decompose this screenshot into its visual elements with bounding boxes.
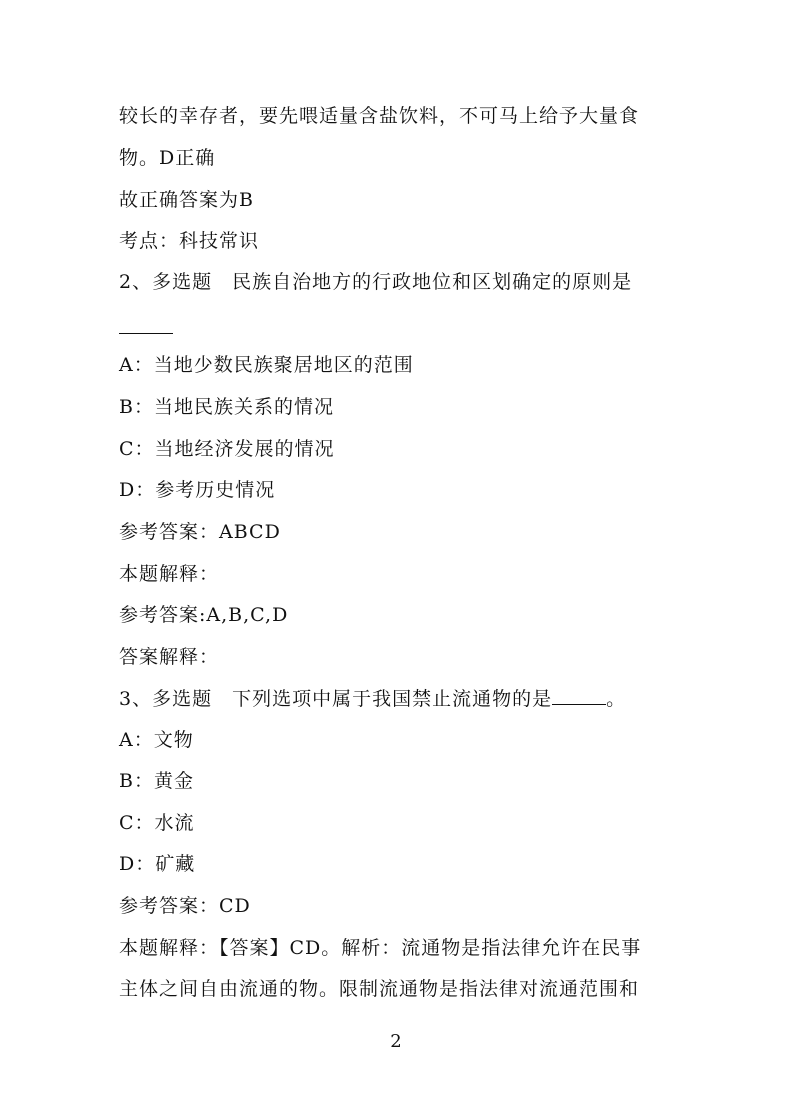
- answer-blank: [552, 686, 606, 705]
- option-a: A：当地少数民族聚居地区的范围: [119, 354, 414, 376]
- reference-answer: 参考答案：ABCD: [119, 521, 281, 543]
- explanation-text: 主体之间自由流通的物。限制流通物是指法律对流通范围和: [119, 978, 640, 1000]
- page-number: 2: [390, 1031, 402, 1052]
- reference-answer: 参考答案:A,B,C,D: [119, 604, 289, 626]
- text-line: 考点：科技常识: [119, 230, 260, 252]
- explanation-text: 本题解释：【答案】CD。解析：流通物是指法律允许在民事: [119, 937, 642, 959]
- text-line: 较长的幸存者，要先喂适量含盐饮料，不可马上给予大量食: [119, 105, 640, 127]
- option-a: A：文物: [119, 729, 194, 751]
- text-line: 物。D正确: [119, 147, 216, 169]
- option-b: B：黄金: [119, 770, 194, 792]
- question-3-stem: [119, 686, 626, 711]
- option-d: D：矿藏: [119, 853, 196, 875]
- reference-answer: 参考答案：CD: [119, 895, 251, 917]
- option-c: C：水流: [119, 812, 195, 834]
- answer-explanation-label: 答案解释：: [119, 646, 220, 668]
- option-c: C：当地经济发展的情况: [119, 438, 335, 460]
- option-d: D：参考历史情况: [119, 479, 276, 501]
- answer-blank: [119, 333, 173, 334]
- option-b: B：当地民族关系的情况: [119, 396, 334, 418]
- question-3-end-mark: 。: [606, 688, 627, 710]
- text-line: 故正确答案为B: [119, 189, 254, 211]
- question-2-stem: 2、多选题 民族自治地方的行政地位和区划确定的原则是: [119, 271, 633, 293]
- question-3-text: 3、多选题 下列选项中属于我国禁止流通物的是: [119, 688, 553, 710]
- explanation-label: 本题解释：: [119, 563, 220, 585]
